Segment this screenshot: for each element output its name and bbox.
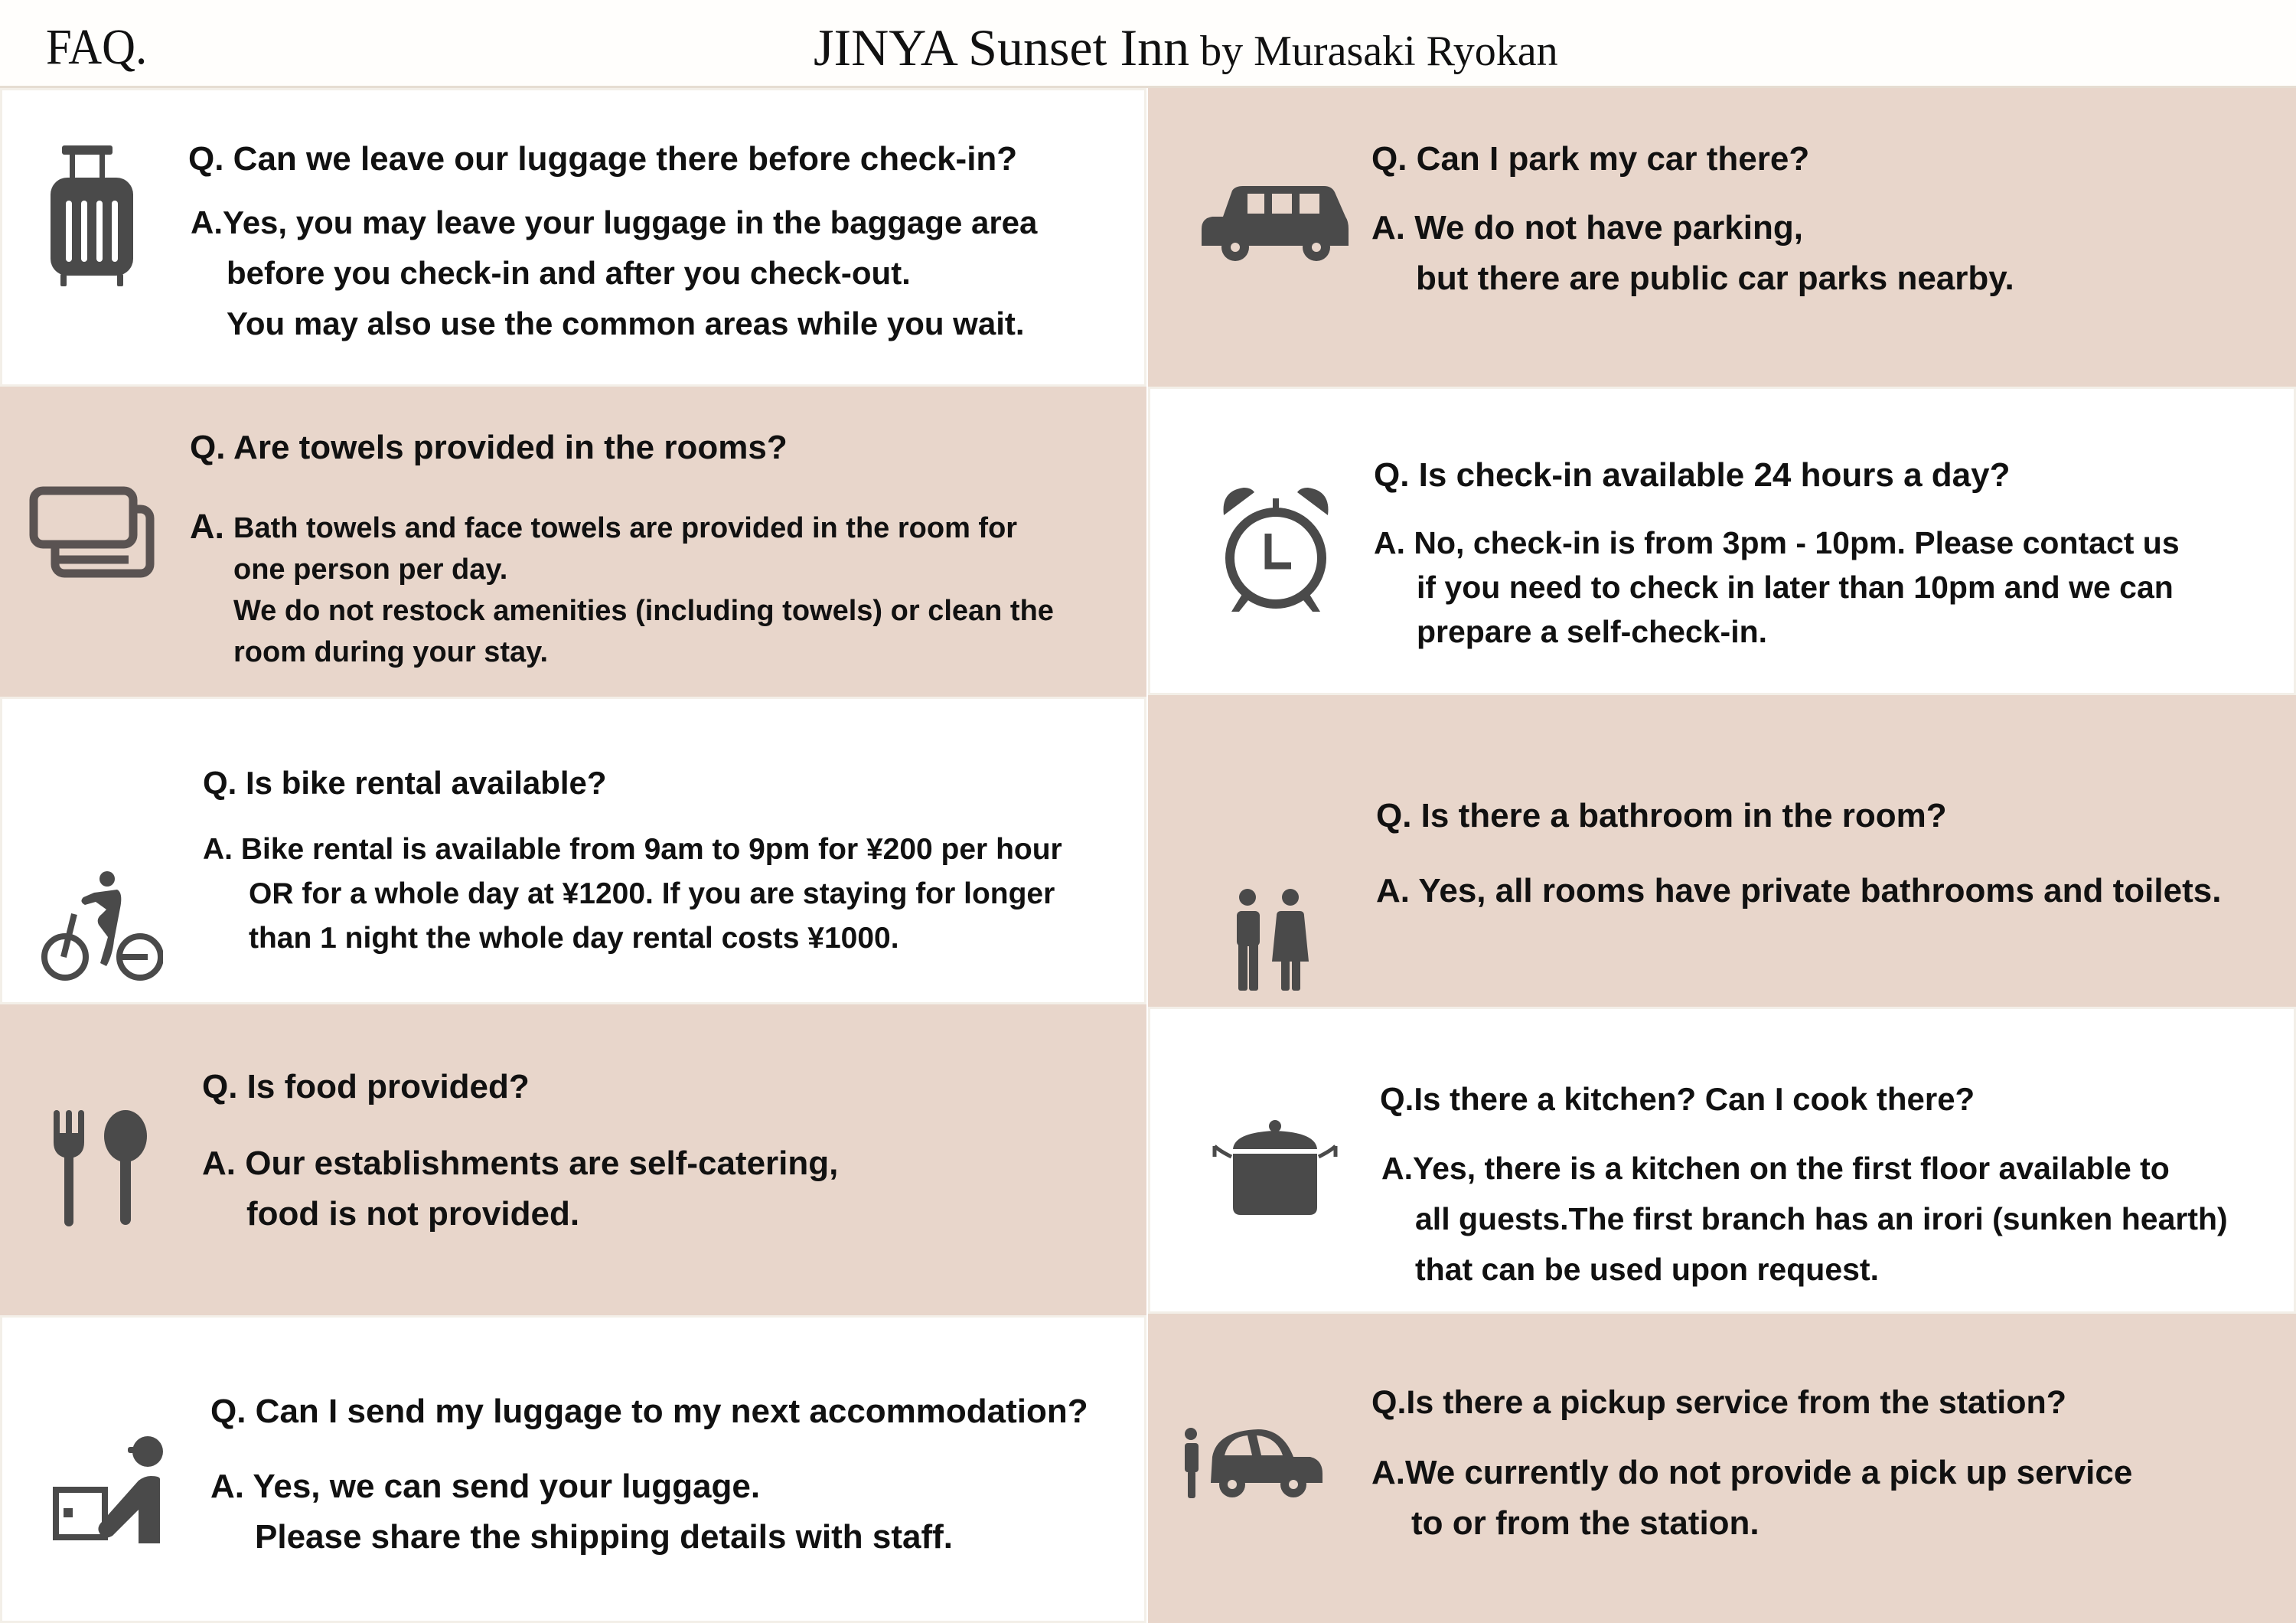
- faq-answer: A. No, check-in is from 3pm - 10pm. Please contact us if you need to check in later than 10pm and we can prepare a self-check-in.: [1374, 525, 2180, 649]
- faq-item-luggage-shipping: [0, 1315, 1146, 1623]
- car-icon: [1202, 186, 1349, 263]
- faq-label: FAQ.: [46, 19, 148, 75]
- alarm-clock-icon: [1221, 485, 1331, 613]
- faq-answer-prefix: A.: [190, 507, 224, 546]
- faq-question: Q. Can I send my luggage to my next accommodation?: [210, 1393, 1088, 1430]
- pickup-car-icon: [1182, 1426, 1324, 1500]
- faq-answer: A. Our establishments are self-catering, food is not provided.: [202, 1145, 839, 1233]
- faq-answer: A. We do not have parking, but there are public car parks nearby.: [1371, 209, 2014, 297]
- faq-answer: A. Bike rental is available from 9am to 9pm for ¥200 per hour OR for a whole day at ¥1200. If you are staying for longer than 1 night the whole day rental costs ¥1000.: [203, 833, 1062, 955]
- faq-question: Q. Is there a bathroom in the room?: [1376, 797, 1947, 834]
- page-header: [0, 0, 2296, 88]
- faq-item-kitchen: [1148, 1007, 2296, 1314]
- bicycle-icon: [41, 871, 163, 986]
- faq-question: Q.Is there a kitchen? Can I cook there?: [1380, 1081, 1975, 1117]
- faq-item-food: [0, 1004, 1146, 1315]
- faq-question: Q.Is there a pickup service from the station?: [1371, 1384, 2067, 1421]
- inn-name: JINYA Sunset Inn: [814, 18, 1190, 77]
- faq-answer: A.We currently do not provide a pick up service to or from the station.: [1371, 1454, 2133, 1542]
- faq-question: Q. Is food provided?: [202, 1068, 530, 1105]
- faq-answer: A. Yes, we can send your luggage. Please share the shipping details with staff.: [210, 1468, 954, 1556]
- faq-question: Q. Are towels provided in the rooms?: [190, 429, 788, 466]
- towels-icon: [29, 486, 156, 578]
- cooking-pot-icon: [1212, 1120, 1339, 1215]
- suitcase-icon: [47, 145, 137, 287]
- faq-item-bike-rental: [0, 697, 1146, 1004]
- faq-question: Q. Is check-in available 24 hours a day?: [1374, 456, 2011, 494]
- faq-answer: A.Yes, you may leave your luggage in the baggage area before you check-in and after you check-out. You may also use the common areas while you wait.: [191, 204, 1038, 341]
- page-title: [814, 17, 1558, 93]
- faq-answer: A. Yes, all rooms have private bathrooms and toilets.: [1376, 872, 2222, 909]
- faq-item-towels: [0, 387, 1146, 697]
- faq-item-bathroom: [1148, 695, 2296, 1007]
- luggage-delivery-icon: [53, 1436, 172, 1543]
- faq-item-check-in-hours: [1148, 387, 2296, 695]
- inn-operator: by Murasaki Ryokan: [1189, 28, 1558, 75]
- faq-question: Q. Is bike rental available?: [203, 765, 607, 801]
- faq-item-luggage-storage: [0, 88, 1146, 387]
- restroom-icon: [1231, 888, 1319, 992]
- fork-spoon-icon: [52, 1110, 150, 1226]
- faq-question: Q. Can I park my car there?: [1371, 140, 1810, 178]
- faq-answer: A.Yes, there is a kitchen on the first floor available to all guests.The first branch has an irori (sunken hearth) that can be used upon request.: [1381, 1151, 2228, 1287]
- faq-item-pickup-service: [1148, 1314, 2296, 1623]
- faq-answer: Bath towels and face towels are provided in the room for one person per day. We do not restock amenities (including towels) or clean the room during your stay.: [233, 512, 1054, 668]
- faq-question: Q. Can we leave our luggage there before check-in?: [188, 140, 1018, 178]
- faq-item-parking: [1148, 88, 2296, 387]
